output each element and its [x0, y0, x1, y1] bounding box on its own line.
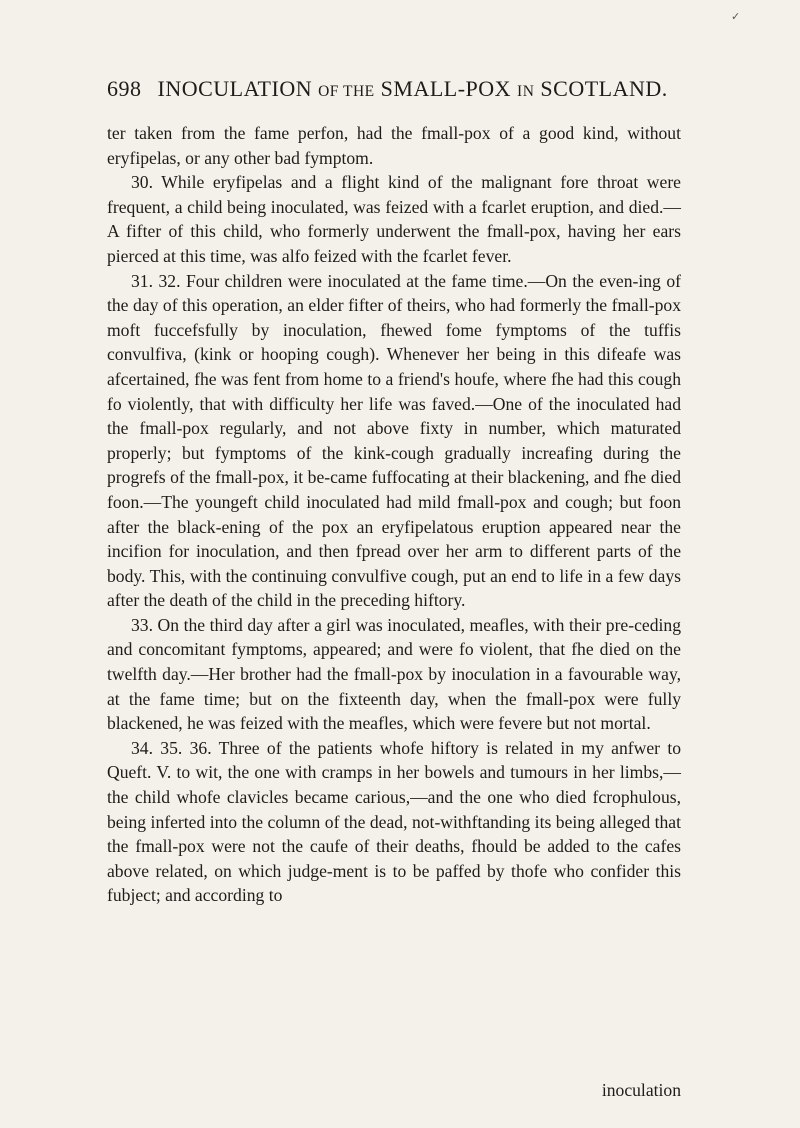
paragraph: 31. 32. Four children were inoculated at the fame time.—On the even-ing of the day of this operation, an elder fifter of theirs, who had formerly the fmall-pox moft fuccefsfully by inoculation, fhewed fome fymptoms of the tuffis convulfiva, (kink or hooping cough). Whenever her being in this difeafe was afcertained, fhe was fent from home to a friend's houfe, where fhe had this cough fo violently, that with difficulty her life was faved.—One of the inoculated had the fmall-pox regularly, and not above fixty in number, which maturated properly; but fymptoms of the kink-cough gradually increafing during the progrefs of the fmall-pox, it be-came fuffocating at their blackening, and fhe died foon.—The youngeft child inoculated had mild fmall-pox and cough; but foon after the black-ening of the pox an eryfipelatous eruption appeared near the incifion for inoculation, and then fpread over her arm to different parts of the body. This, with the continuing convulfive cough, put an end to life in a few days after the death of the child in the preceding hiftory.	[107, 270, 681, 611]
page-number: 698	[107, 76, 142, 101]
header-word: IN	[517, 83, 535, 100]
paragraph: 33. On the third day after a girl was inoculated, meafles, with their pre-ceding and concomitant fymptoms, appeared; and were fo violent, that fhe died on the twelfth day.—Her brother had the fmall-pox by inoculation in a favourable way, at the fame time; but on the fixteenth day, when the fmall-pox were fully blackened, he was feized with the meafles, which were fevere but not mortal.	[107, 614, 681, 734]
paragraph: ter taken from the fame perfon, had the fmall-pox of a good kind, without eryfipelas, or any other bad fymptom.	[107, 123, 681, 168]
running-header	[107, 76, 707, 102]
header-word: SCOTLAND.	[540, 76, 668, 101]
header-word: OF THE	[318, 83, 375, 100]
header-word: INOCULATION	[157, 76, 313, 101]
catchword: inoculation	[601, 1080, 681, 1100]
header-word: SMALL-POX	[380, 76, 512, 101]
paragraph: 30. While eryfipelas and a flight kind of the malignant fore throat were frequent, a child being inoculated, was feized with a fcarlet eruption, and died.—A fifter of this child, who formerly underwent the fmall-pox, having her ears pierced at this time, was alfo feized with the fcarlet fever.	[107, 172, 681, 266]
body-text	[107, 121, 681, 908]
paragraph: 34. 35. 36. Three of the patients whofe hiftory is related in my anfwer to Queft. V. to wit, the one with cramps in her bowels and tumours in her limbs,—the child whofe clavicles became carious,—and the one who died fcrophulous, being inferted into the column of the dead, not-withftanding its being alleged that the fmall-pox were not the caufe of their deaths, fhould be added to the cafes above related, on which judge-ment is to be paffed by thofe who confider this fubject; and according to	[107, 737, 681, 906]
corner-mark: ✓	[731, 11, 741, 23]
